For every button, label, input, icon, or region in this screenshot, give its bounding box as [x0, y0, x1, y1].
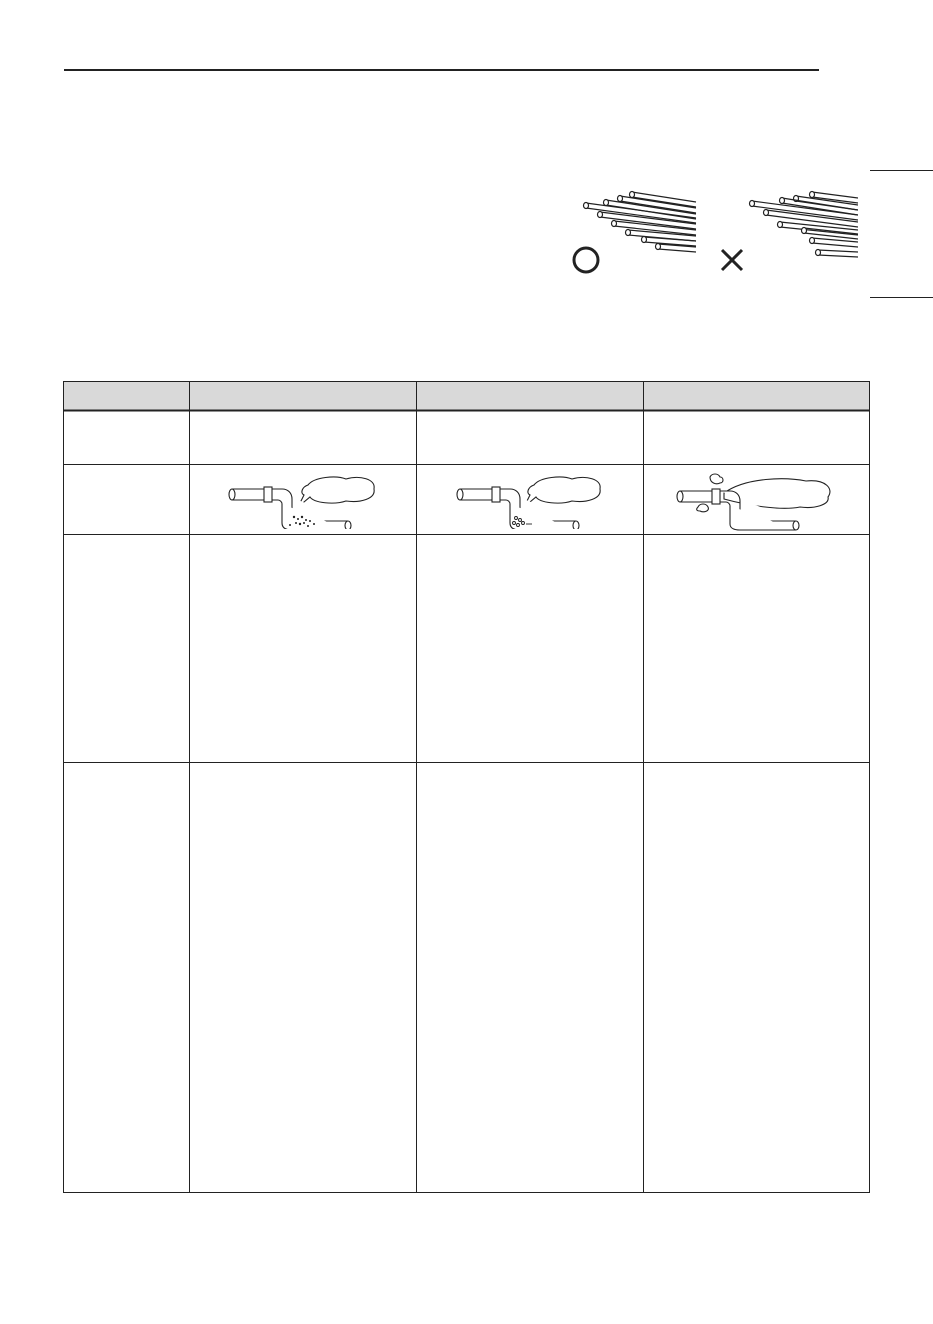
- header-rule: [64, 69, 819, 71]
- pipe-defect-table: [63, 381, 870, 1193]
- pipe-blockage-small-icon: [456, 473, 606, 529]
- chapter-side-tab: [870, 170, 933, 298]
- wrong-cross-icon: [716, 244, 748, 276]
- pipe-bundle-wrong-icon: [746, 188, 858, 260]
- correct-circle-icon: [570, 244, 602, 276]
- table-header-row: [64, 382, 870, 411]
- pipe-blockage-large-icon: [228, 473, 378, 529]
- pipe-leak-icon: [676, 469, 836, 531]
